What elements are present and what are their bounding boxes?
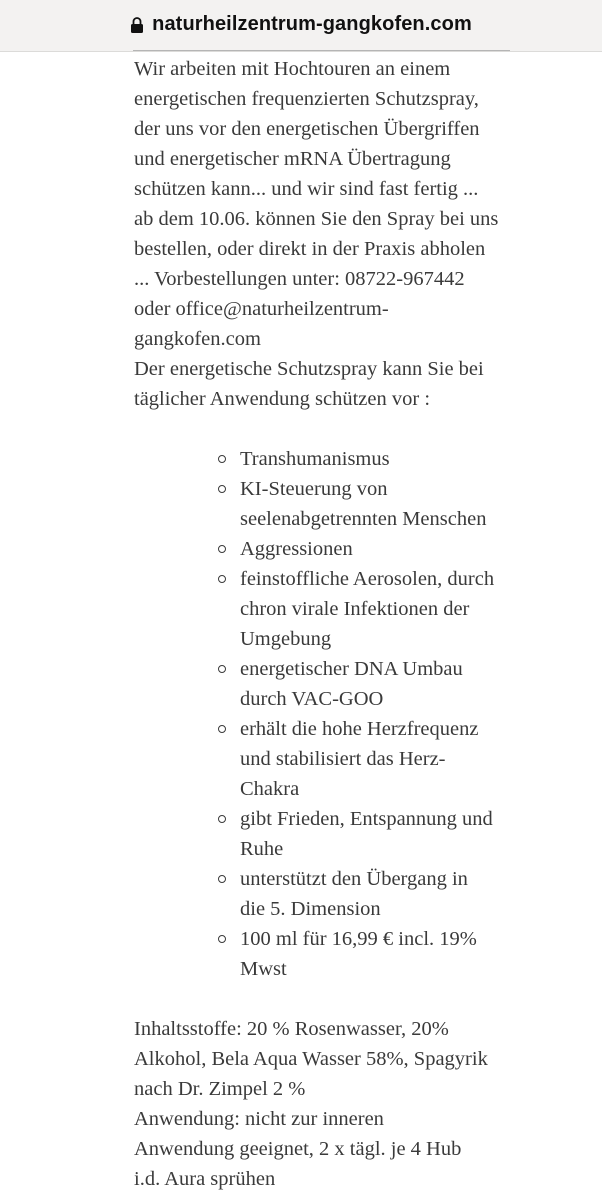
intro-line: täglicher Anwendung schützen vor : [134,388,431,410]
benefit-line: Umgebung [240,628,332,650]
intro-line: energetischen frequenzierten Schutzspray, [134,88,479,110]
benefits-list [134,444,540,984]
intro-line: und energetischer mRNA Übertragung [134,148,451,170]
benefit-item [240,864,540,924]
benefit-line: unterstützt den Übergang in [240,868,468,890]
benefit-line: durch VAC-GOO [240,688,384,710]
benefit-line: feinstoffliche Aerosolen, durch [240,568,495,590]
content-divider [133,50,510,51]
circle-bullet-icon [218,815,226,823]
benefit-line: die 5. Dimension [240,898,381,920]
benefit-item [240,714,540,804]
after-line: Inhaltsstoffe: 20 % Rosenwasser, 20% [134,1018,449,1040]
intro-line: schützen kann... und wir sind fast fertig ... [134,178,479,200]
benefit-line: gibt Frieden, Entspannung und [240,808,493,830]
browser-url-bar[interactable] [0,0,602,52]
circle-bullet-icon [218,665,226,673]
benefit-line: Aggressionen [240,538,353,560]
benefit-line: erhält die hohe Herzfrequenz [240,718,479,740]
circle-bullet-icon [218,485,226,493]
intro-line: der uns vor den energetischen Übergriffen [134,118,480,140]
intro-line: ab dem 10.06. können Sie den Spray bei uns [134,208,499,230]
benefit-item [240,474,540,534]
intro-paragraph [134,54,534,414]
benefit-line: und stabilisiert das Herz- [240,748,446,770]
benefit-item [240,564,540,654]
circle-bullet-icon [218,725,226,733]
circle-bullet-icon [218,455,226,463]
after-line: nach Dr. Zimpel 2 % [134,1078,306,1100]
benefit-line: energetischer DNA Umbau [240,658,463,680]
intro-line: Der energetische Schutzspray kann Sie bei [134,358,484,380]
benefit-item [240,804,540,864]
benefit-item [240,534,540,564]
benefit-line: Ruhe [240,838,284,860]
benefit-line: Mwst [240,958,287,980]
benefit-line: Chakra [240,778,300,800]
after-line: Anwendung geeignet, 2 x tägl. je 4 Hub [134,1138,462,1160]
benefit-line: KI-Steuerung von [240,478,388,500]
intro-email-line[interactable]: gangkofen.com [134,328,261,350]
benefit-item [240,444,540,474]
benefit-item [240,654,540,714]
intro-line: Wir arbeiten mit Hochtouren an einem [134,58,451,80]
intro-line: ... Vorbestellungen unter: 08722-967442 [134,268,465,290]
after-line: i.d. Aura sprühen [134,1168,276,1190]
benefit-line: chron virale Infektionen der [240,598,470,620]
benefit-item [240,924,540,984]
article-content [134,54,534,1194]
circle-bullet-icon [218,575,226,583]
ingredients-paragraph [134,1014,534,1194]
benefit-line: 100 ml für 16,99 € incl. 19% [240,928,477,950]
benefit-line: seelenabgetrennten Menschen [240,508,487,530]
benefit-line: Transhumanismus [240,448,390,470]
after-line: Alkohol, Bela Aqua Wasser 58%, Spagyrik [134,1048,488,1070]
lock-icon [130,16,144,34]
intro-line: bestellen, oder direkt in der Praxis abholen [134,238,486,260]
circle-bullet-icon [218,935,226,943]
url-text: naturheilzentrum-gangkofen.com [152,13,472,35]
circle-bullet-icon [218,545,226,553]
circle-bullet-icon [218,875,226,883]
after-line: Anwendung: nicht zur inneren [134,1108,384,1130]
url-display[interactable] [130,13,472,36]
intro-email-line[interactable]: oder office@naturheilzentrum- [134,298,389,320]
